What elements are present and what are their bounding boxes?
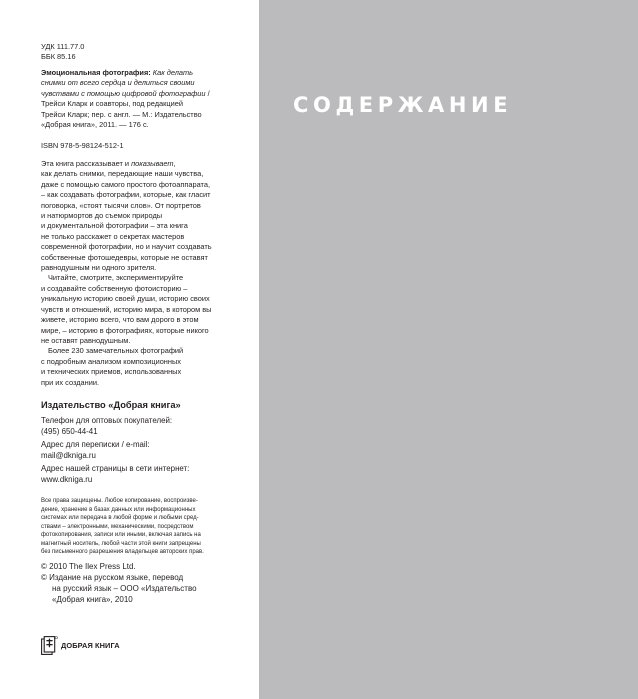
description-line-text: не оставят равнодушным. — [41, 335, 131, 345]
description-line — [41, 180, 212, 190]
rights-line: системах или передача в любой форме и любыми сред- — [41, 515, 199, 521]
email-address: mail@dkniga.ru — [41, 450, 96, 460]
bibliographic-record — [41, 68, 210, 130]
rights-line: Все права защищены. Любое копирование, воспроизве- — [41, 498, 198, 504]
copyright-line: «Добрая книга», 2010 — [52, 595, 133, 604]
description-line — [41, 159, 212, 169]
phone-label: Телефон для оптовых покупателей: — [41, 416, 173, 425]
classification-codes — [41, 42, 84, 63]
description-line-text: мире, – историю в фотографиях, которые никого — [41, 325, 209, 335]
description-line-text: чувств и отношений, историю мира, в котором вы — [41, 304, 212, 314]
description-line-text: – как создавать фотографии, которые, как гласит — [41, 190, 211, 200]
description-line — [41, 336, 212, 346]
description-line-text: Более 230 замечательных фотографий — [48, 346, 184, 356]
rights-line: без письменного разрешения владельцев авторских прав. — [41, 549, 204, 555]
description-line-text: , — [173, 159, 176, 168]
description-line — [41, 242, 212, 252]
bibliographic-line-text: Трейси Кларк и соавторы, под редакцией — [41, 99, 183, 109]
bibliographic-line — [41, 110, 210, 120]
contents-page — [259, 0, 638, 699]
description-line-text: живете, историю всего, что вам дорого в этом — [41, 315, 199, 325]
description-line — [41, 232, 212, 242]
description-line — [41, 326, 212, 336]
bibliographic-line-text: Как делать — [152, 68, 194, 77]
copyright-notice — [41, 561, 197, 605]
rights-line: ствами – электронными, механическими, посредством — [41, 523, 194, 530]
bibliographic-line-text: / — [205, 88, 210, 98]
book-logo-icon — [41, 636, 58, 655]
description-line — [41, 169, 212, 179]
description-line — [41, 346, 212, 356]
description-line-text: собственные фотошедевры, которые не оставят — [41, 252, 208, 262]
isbn-number: ISBN 978-5-98124-512-1 — [41, 141, 124, 150]
bibliographic-line — [41, 78, 210, 88]
bibliographic-line — [41, 120, 210, 130]
bibliographic-line-text: чувствами с помощью цифровой фотографии — [41, 88, 206, 98]
description-line-text: даже с помощью самого простого фотоаппарата, — [41, 179, 211, 189]
isbn — [41, 141, 124, 151]
phone-number: (495) 650-44-41 — [41, 426, 98, 436]
description-line — [41, 221, 212, 231]
description-line-text: и документальной фотографии – эта книга — [41, 221, 188, 231]
description-line — [41, 201, 212, 211]
udk-code: УДК 111.77.0 — [41, 42, 85, 51]
contents-heading: СОДЕРЖАНИЕ — [293, 93, 513, 117]
rights-line: магнитный носитель, любой части этой книги запрещены — [41, 540, 201, 547]
website-address: www.dkniga.ru — [41, 474, 93, 484]
website-label: Адрес нашей страницы в сети интернет: — [41, 464, 190, 473]
rights-line: дение, хранение в базах данных или информационных — [41, 506, 196, 513]
description-line-text: Эта книга рассказывает и — [41, 159, 132, 168]
description-line-text: поговорка, «стоят тысячи слов». От портретов — [41, 200, 201, 210]
description-line — [41, 305, 212, 315]
email-label: Адрес для переписки / e-mail: — [41, 440, 150, 449]
description-line — [41, 378, 212, 388]
description-line — [41, 315, 212, 325]
description-line-text: с подробным анализом композиционных — [41, 356, 181, 366]
bbk-code: ББК 85.16 — [41, 52, 76, 62]
description-line — [41, 284, 212, 294]
rights-line: фотокопирования, записи или иными, включая запись на — [41, 532, 201, 538]
description-line — [41, 294, 212, 304]
bibliographic-line — [41, 99, 210, 109]
imprint-page — [0, 0, 259, 699]
description-line — [41, 211, 212, 221]
description-line-text: равнодушным ни одного зрителя. — [41, 263, 157, 273]
description-line-text: не только расскажет о секретах мастеров — [41, 231, 185, 241]
description-line — [41, 367, 212, 377]
copyright-line: © 2010 The Ilex Press Ltd. — [41, 562, 136, 571]
description-line-text: и технических приемов, использованных — [41, 367, 182, 377]
copyright-line: на русский язык – ООО «Издательство — [52, 584, 197, 593]
description-line-text: и создавайте собственную фотоисторию – — [41, 283, 188, 293]
publisher-contacts — [41, 416, 189, 485]
rights-notice — [41, 497, 204, 557]
description-line — [41, 190, 212, 200]
description-line — [41, 273, 212, 283]
publisher-name: Издательство «Добрая книга» — [41, 400, 181, 410]
description-line-text: как делать снимки, передающие наши чувства, — [41, 169, 204, 179]
copyright-line: © Издание на русском языке, перевод — [41, 573, 184, 582]
description-line-text: уникальную историю своей души, историю своих — [41, 294, 210, 304]
bibliographic-line-text: «Добрая книга», 2011. — 176 с. — [41, 120, 149, 130]
bibliographic-line-text: снимки от всего сердца и делиться своими — [41, 78, 195, 88]
bibliographic-line-text: Эмоциональная фотография: — [41, 68, 153, 77]
description-line-text: современной фотографии, но и научит создавать — [41, 242, 212, 252]
bibliographic-line — [41, 89, 210, 99]
description-line-text: показывает — [131, 159, 174, 168]
publisher-logo — [41, 636, 120, 655]
logo-wordmark: ДОБРАЯ КНИГА — [61, 641, 120, 650]
description-line-text: при их создании. — [41, 377, 100, 387]
description-line-text: Читайте, смотрите, экспериментируйте — [48, 273, 184, 283]
book-description — [41, 159, 212, 388]
description-line — [41, 253, 212, 263]
bibliographic-line-text: Трейси Кларк; пер. с англ. — М.: Издательство — [41, 109, 202, 119]
description-line — [41, 263, 212, 273]
description-line-text: и натюрмортов до съемок природы — [41, 211, 163, 221]
description-line — [41, 357, 212, 367]
bibliographic-line — [41, 68, 210, 78]
